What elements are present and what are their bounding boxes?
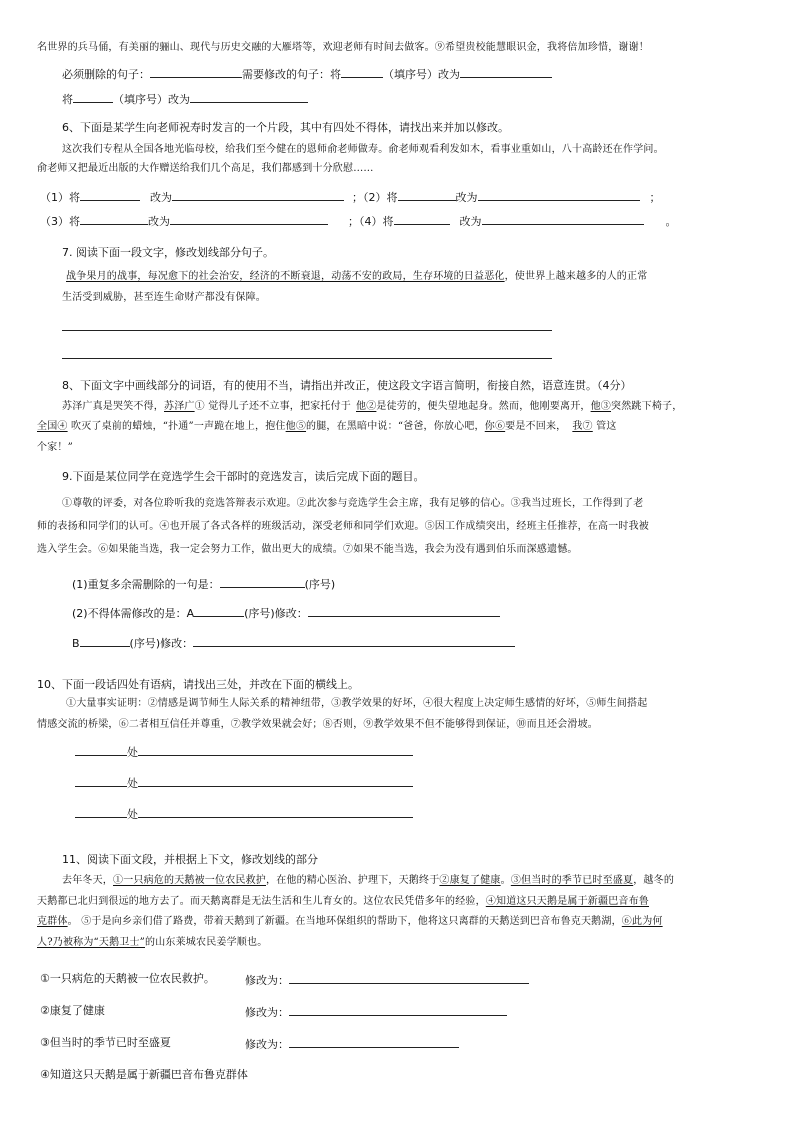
q9-text-line-3: 选入学生会。⑥如果能当选，我一定会努力工作，做出更大的成绩。⑦如果不能当选，我会为没有遇到伯乐而深感遗憾。 [37,544,578,555]
q11-answer-1: ①一只病危的天鹅被一位农民救护。 [40,972,215,985]
q9-a-number-blank[interactable] [194,605,244,617]
q9-sub-question-2: (2)不得体需修改的是：A (序号)修改： [72,605,500,621]
q6-title: 6、下面是某学生向老师祝寿时发言的一个片段，其中有四处不得体，请找出来并加以修改。 [62,121,509,134]
q10-fix-blank-2[interactable] [138,775,413,787]
q6-text-line-2: 俞老师又把最近出版的大作赠送给我们几个高足，我们都感到十分欣慰…… [37,163,374,174]
q9-title: 9.下面是某位同学在竞选学生会干部时的竞选发言，读后完成下面的题目。 [62,470,425,483]
q11-answer-4: ④知道这只天鹅是属于新疆巴音布鲁克群体 [40,1068,248,1081]
q5-top-line: 名世界的兵马俑，有美丽的骊山、现代与历史交融的大雁塔等，欢迎老师有时间去做客。⑨希望贵校能慧眼识金，我将倍加珍惜，谢谢！ [37,42,649,53]
q9-text-line-1: ①尊敬的评委，对各位聆听我的竞选答辩表示欢迎。②此次参与竞选学生会主席，我有足够的信心。③我当过班长，工作得到了老 [62,498,644,509]
q11-title: 11、阅读下面文段，并根据上下文，修改划线的部分 [62,853,318,866]
q11-text-line-2: 天鹅都已北归到很远的地方去了。而天鹅离群是无法生活和生儿育女的。这位农民凭借多年的经验，④知道这只天鹅是属于新疆巴音布鲁 [37,896,650,907]
q6-blank-1-to[interactable] [172,189,344,201]
q11-modify-blank-2[interactable] [289,1004,507,1016]
q7-title: 7. 阅读下面一段文字，修改划线部分句子。 [62,246,274,259]
q10-answer-2: 处 [75,775,413,791]
q7-text-line-2: 生活受到威胁，甚至连生命财产都没有保障。 [62,292,266,303]
q10-answer-1: 处 [75,744,413,760]
q6-answer-row-1: （1）将 改为 ；（2）将 改为 ； [40,191,661,204]
q10-title: 10、下面一段话四处有语病，请找出三处，并改在下面的横线上。 [37,678,359,691]
q9-b-number-blank[interactable] [80,635,130,647]
q9-b-modify-blank[interactable] [193,635,515,647]
q6-blank-3-from[interactable] [80,213,148,225]
q5-modify-to-blank[interactable] [460,66,552,78]
q8-title: 8、下面文字中画线部分的词语，有的使用不当，请指出并改正，使这段文字语言简明，衔接自然，语意连贯。（4分） [62,379,632,392]
q11-modify-blank-1[interactable] [289,972,529,984]
q11-text-line-4: 人?乃被称为“天鹅卫士”的山东莱城农民姜学顺也。 [37,937,268,948]
q10-fix-blank-3[interactable] [138,806,413,818]
q11-answer-2: ②康复了健康 [40,1004,105,1017]
q9-text-line-2: 师的表扬和同学们的认可。④也开展了各式各样的班级活动，深受老师和同学们欢迎。⑤因工作成绩突出，经班主任推荐，在高一时我被 [37,521,649,532]
q11-answer-1-modify: 修改为： [245,972,529,988]
q9-a-modify-blank[interactable] [308,605,500,617]
q6-blank-4-to[interactable] [482,213,644,225]
q8-text-line-2: 全国④ 吹灭了桌前的蜡烛，“扑通”一声跪在地上，抱住他⑤的腿，在黑暗中说：“爸爸，你放心吧，你⑥要是不回来， 我⑦ 管这 [37,421,617,432]
q6-blank-3-to[interactable] [170,213,328,225]
q7-answer-line-2[interactable] [62,358,552,359]
q11-text-line-1: 去年冬天，①一只病危的天鹅被一位农民救护，在他的精心医治、护理下，天鹅终于②康复了健康。③但当时的季节已时至盛夏，越冬的 [62,875,675,886]
q8-text-line-3: 个家！” [37,442,73,453]
q6-blank-1-from[interactable] [80,189,140,201]
q5-modify-to-blank-2[interactable] [190,91,308,103]
q6-text-line-1: 这次我们专程从全国各地光临母校，给我们至今健在的恩师俞老师做寿。俞老师观看利发如木，看事业重如山，八十高龄还在作学问。 [62,144,664,155]
q5-number-blank-2[interactable] [73,91,113,103]
q10-text-line-1: ①大量事实证明：②情感是调节师生人际关系的精神纽带，③教学效果的好坏，④很大程度上决定师生感情的好坏，⑤师生间搭起 [66,698,648,709]
q11-answer-2-modify: 修改为： [245,1004,507,1020]
q6-blank-2-from[interactable] [398,189,456,201]
q10-answer-3: 处 [75,806,413,822]
q11-text-line-3: 克群体。 ⑤于是向乡亲们借了路费，带着天鹅到了新疆。在当地环保组织的帮助下，他将这只离群的天鹅送到巴音布鲁克天鹅湖，⑥此为何 [37,916,663,927]
q7-underlined-sentence: 战争果月的战事，每况愈下的社会治安，经济的不断衰退，动荡不安的政局，生存环境的日益恶化 [66,271,505,282]
q10-fix-blank-1[interactable] [138,744,413,756]
q6-blank-2-to[interactable] [478,189,640,201]
q7-answer-line-1[interactable] [62,330,552,331]
q11-modify-blank-3[interactable] [289,1036,459,1048]
q5-answer-line-2: 将 （填序号）改为 [62,91,308,107]
q10-location-blank-1[interactable] [75,744,127,756]
q9-repeat-sentence-blank[interactable] [220,576,305,588]
q10-text-line-2: 情感交流的桥梁，⑥二者相互信任并尊重，⑦教学效果就会好；⑧否则，⑨教学效果不但不能够得到保证，⑩而且还会滑坡。 [37,719,598,730]
q8-text-line-1: 苏泽广真是哭笑不得，苏泽广① 觉得儿子还不立事，把家托付于 他②是徒劳的，便失望地起身。然而，他刚要离开，他③突然跳下椅子， [62,401,683,412]
q10-location-blank-2[interactable] [75,775,127,787]
q11-answer-3: ③但当时的季节已时至盛夏 [40,1036,171,1049]
q5-delete-sentence-blank[interactable] [150,66,242,78]
q9-sub-question-1: (1)重复多余需删除的一句是： (序号) [72,578,336,591]
q10-location-blank-3[interactable] [75,806,127,818]
q7-text-line-1: 战争果月的战事，每况愈下的社会治安，经济的不断衰退，动荡不安的政局，生存环境的日益恶化，使世界上越来越多的人的正常 [66,271,648,282]
q6-answer-row-2: （3）将 改为 ；（4）将 改为 。 [40,215,677,228]
q9-sub-question-3: B (序号)修改： [72,635,515,651]
q5-modify-number-blank[interactable] [341,66,383,78]
q6-blank-4-from[interactable] [394,213,450,225]
q5-answer-line-1: 必须删除的句子： 需要修改的句子：将 （填序号）改为 [62,66,552,82]
q11-answer-3-modify: 修改为： [245,1036,459,1052]
